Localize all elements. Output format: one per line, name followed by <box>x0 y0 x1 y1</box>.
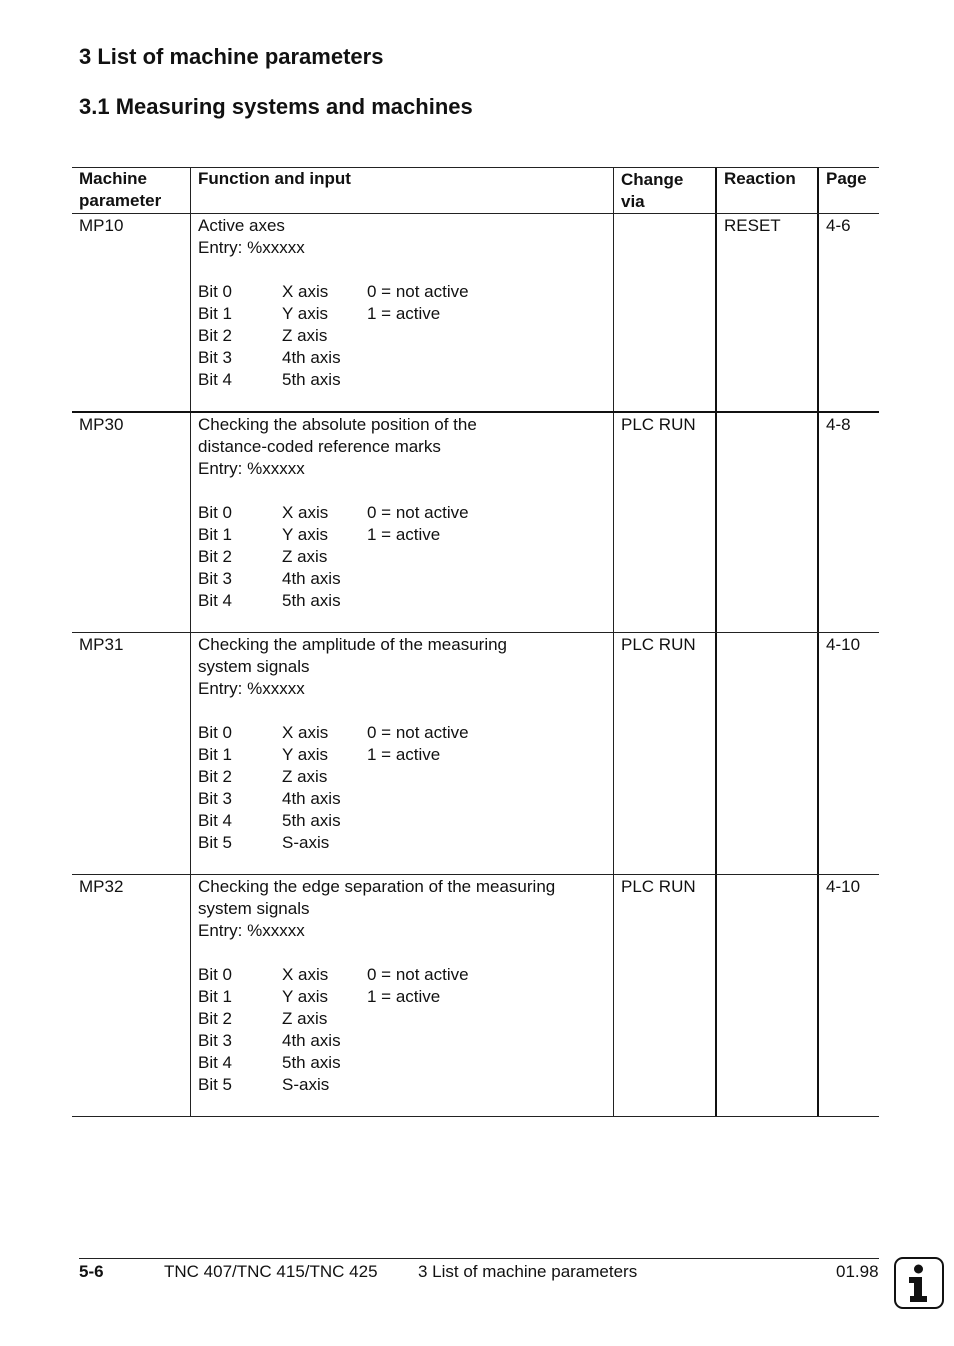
bit-axis: 4th axis <box>282 569 341 588</box>
bit-axis: Y axis <box>282 987 328 1006</box>
parameter-id-cell: MP10 <box>79 216 124 235</box>
table-row <box>72 633 879 875</box>
footer-chapter: 3 List of machine parameters <box>418 1262 638 1281</box>
bit-number: Bit 1 <box>198 525 233 544</box>
bit-axis: X axis <box>282 965 329 984</box>
machine-parameter-table <box>72 167 879 1117</box>
bit-definition <box>198 810 606 832</box>
header-reaction <box>715 168 817 213</box>
header-function-and-input <box>190 168 613 213</box>
bit-number: Bit 4 <box>198 591 233 610</box>
page-ref-cell: 4-6 <box>817 214 879 411</box>
bit-definition <box>198 1074 606 1096</box>
function-cell <box>190 413 613 632</box>
bit-value: 1 = active <box>367 745 441 764</box>
function-line: Entry: %xxxxx <box>198 921 305 940</box>
bit-definition <box>198 744 606 766</box>
footer-divider <box>79 1258 879 1259</box>
bit-axis: X axis <box>282 723 329 742</box>
change-via-cell: PLC RUN <box>613 633 715 874</box>
header-change-via <box>613 168 715 213</box>
bit-definition <box>198 303 606 325</box>
section-title: 3.1 Measuring systems and machines <box>79 94 473 119</box>
bit-number: Bit 0 <box>198 282 233 301</box>
header-page-label: Page <box>826 169 867 188</box>
spacer <box>198 700 606 722</box>
bit-number: Bit 3 <box>198 1031 233 1050</box>
bit-axis: X axis <box>282 282 329 301</box>
bit-definition <box>198 788 606 810</box>
function-line: system signals <box>198 899 310 918</box>
bit-definition <box>198 369 606 391</box>
bit-axis: Z axis <box>282 767 328 786</box>
bit-axis: Z axis <box>282 1009 328 1028</box>
header-machine-parameter-line: Machine <box>79 169 148 188</box>
bit-number: Bit 3 <box>198 789 233 808</box>
header-machine-parameter <box>72 168 190 213</box>
bit-axis: 4th axis <box>282 1031 341 1050</box>
page-ref-cell: 4-10 <box>817 875 879 1116</box>
reaction-cell <box>715 875 817 1116</box>
change-via-cell <box>613 214 715 411</box>
bit-value: 0 = not active <box>367 723 469 742</box>
bit-value: 1 = active <box>367 525 441 544</box>
bit-definition <box>198 590 606 612</box>
bit-number: Bit 4 <box>198 370 233 389</box>
bit-definition <box>198 766 606 788</box>
chapter-title: 3 List of machine parameters <box>79 44 384 69</box>
function-line: Entry: %xxxxx <box>198 679 305 698</box>
bit-definition <box>198 546 606 568</box>
bit-number: Bit 1 <box>198 304 233 323</box>
bit-value: 0 = not active <box>367 965 469 984</box>
bit-number: Bit 3 <box>198 348 233 367</box>
function-cell <box>190 214 613 411</box>
bit-number: Bit 2 <box>198 1009 233 1028</box>
function-cell <box>190 875 613 1116</box>
header-reaction-label: Reaction <box>724 169 796 188</box>
bit-number: Bit 1 <box>198 987 233 1006</box>
footer-page-number: 5-6 <box>79 1262 104 1281</box>
bit-axis: 4th axis <box>282 789 341 808</box>
bit-number: Bit 2 <box>198 767 233 786</box>
info-icon-glyph <box>896 1259 942 1307</box>
table-header-row <box>72 167 879 214</box>
bit-axis: Y axis <box>282 525 328 544</box>
parameter-id-cell: MP31 <box>79 635 124 654</box>
reaction-cell: RESET <box>715 214 817 411</box>
footer-date: 01.98 <box>836 1262 879 1281</box>
page-ref-cell: 4-10 <box>817 633 879 874</box>
bit-axis: X axis <box>282 503 329 522</box>
bit-axis: 5th axis <box>282 591 341 610</box>
function-line: Entry: %xxxxx <box>198 238 305 257</box>
spacer <box>198 480 606 502</box>
header-function-label: Function and input <box>198 169 351 188</box>
page-ref-cell: 4-8 <box>817 413 879 632</box>
bit-axis: S-axis <box>282 1075 330 1094</box>
function-line: distance-coded reference marks <box>198 437 441 456</box>
function-cell <box>190 633 613 874</box>
bit-definition <box>198 1030 606 1052</box>
bit-definition <box>198 986 606 1008</box>
parameter-id-cell: MP30 <box>79 415 124 434</box>
bit-value: 0 = not active <box>367 503 469 522</box>
info-icon <box>894 1257 944 1309</box>
function-line: Checking the edge separation of the measuring <box>198 877 556 896</box>
footer-model: TNC 407/TNC 415/TNC 425 <box>164 1262 378 1281</box>
bit-axis: Z axis <box>282 326 328 345</box>
bit-axis: 5th axis <box>282 811 341 830</box>
bit-axis: S-axis <box>282 833 330 852</box>
bit-definition <box>198 1052 606 1074</box>
header-machine-parameter-line: parameter <box>79 191 162 210</box>
bit-value: 1 = active <box>367 987 441 1006</box>
bit-definition <box>198 502 606 524</box>
bit-number: Bit 2 <box>198 326 233 345</box>
table-body <box>72 214 879 1117</box>
function-line: Entry: %xxxxx <box>198 459 305 478</box>
bit-definition <box>198 524 606 546</box>
bit-definition <box>198 325 606 347</box>
header-page <box>817 168 879 213</box>
bit-number: Bit 5 <box>198 1075 233 1094</box>
table-row <box>72 875 879 1117</box>
bit-definition <box>198 964 606 986</box>
spacer <box>198 942 606 964</box>
function-line: Active axes <box>198 216 285 235</box>
bit-number: Bit 0 <box>198 965 233 984</box>
bit-number: Bit 3 <box>198 569 233 588</box>
function-line: Checking the absolute position of the <box>198 415 477 434</box>
reaction-cell <box>715 633 817 874</box>
bit-axis: Y axis <box>282 304 328 323</box>
change-via-cell: PLC RUN <box>613 875 715 1116</box>
change-via-cell: PLC RUN <box>613 413 715 632</box>
bit-definition <box>198 568 606 590</box>
bit-definition <box>198 1008 606 1030</box>
table-row <box>72 214 879 413</box>
bit-axis: Z axis <box>282 547 328 566</box>
bit-number: Bit 4 <box>198 811 233 830</box>
bit-number: Bit 4 <box>198 1053 233 1072</box>
bit-definition <box>198 722 606 744</box>
bit-definition <box>198 281 606 303</box>
bit-definition <box>198 832 606 854</box>
bit-value: 0 = not active <box>367 282 469 301</box>
bit-number: Bit 0 <box>198 503 233 522</box>
bit-value: 1 = active <box>367 304 441 323</box>
table-row <box>72 413 879 633</box>
bit-number: Bit 5 <box>198 833 233 852</box>
bit-number: Bit 1 <box>198 745 233 764</box>
parameter-id-cell: MP32 <box>79 877 124 896</box>
header-change-line: Change <box>621 170 684 189</box>
bit-number: Bit 0 <box>198 723 233 742</box>
bit-axis: 4th axis <box>282 348 341 367</box>
header-change-line: via <box>621 192 645 211</box>
function-line: system signals <box>198 657 310 676</box>
bit-number: Bit 2 <box>198 547 233 566</box>
bit-axis: Y axis <box>282 745 328 764</box>
bit-axis: 5th axis <box>282 1053 341 1072</box>
bit-axis: 5th axis <box>282 370 341 389</box>
reaction-cell <box>715 413 817 632</box>
spacer <box>198 259 606 281</box>
function-line: Checking the amplitude of the measuring <box>198 635 508 654</box>
bit-definition <box>198 347 606 369</box>
